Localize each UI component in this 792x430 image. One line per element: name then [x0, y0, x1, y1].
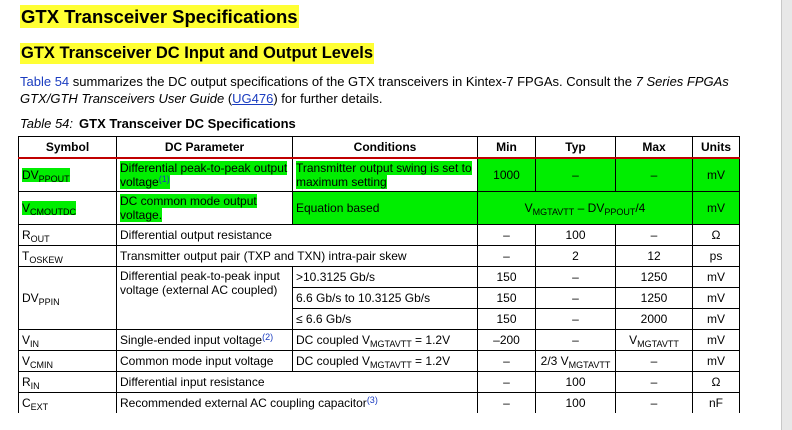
- table-row: [19, 225, 740, 246]
- typ-cell: 100: [536, 372, 616, 393]
- min-cell: –: [478, 372, 536, 393]
- max-cell: –: [616, 351, 693, 372]
- max-cell: 1250: [616, 267, 693, 288]
- caption-label: Table 54:: [20, 116, 74, 131]
- table-row: [19, 351, 740, 372]
- guide-title: 7 Series FPGAs GTX/GTH Transceivers User Guide: [20, 74, 729, 106]
- header-min: Min: [478, 137, 536, 159]
- param-cell: Common mode input voltage: [117, 351, 293, 372]
- header-max: Max: [616, 137, 693, 159]
- max-cell: 1250: [616, 288, 693, 309]
- max-cell: –: [616, 372, 693, 393]
- typ-cell: 2/3 $V_{MGTAVTT}$: [536, 351, 616, 372]
- param-cell: Differential peak-to-peak output voltage$^{(1)}$: [120, 161, 288, 189]
- units-cell: mV: [693, 330, 740, 351]
- max-cell: 2000: [616, 309, 693, 330]
- min-cell: –: [478, 225, 536, 246]
- page-title: GTX Transceiver Specifications: [21, 6, 298, 27]
- symbol-cell: $C_{EXT}$: [19, 393, 117, 414]
- param-cell: Differential peak-to-peak input voltage (external AC coupled): [117, 267, 293, 330]
- symbol-cell: $DV_{PPIN}$: [19, 267, 117, 330]
- min-cell: 150: [478, 309, 536, 330]
- spec-table: [18, 136, 740, 413]
- units-cell: Ω: [693, 225, 740, 246]
- intro-text-3: ) for further details.: [273, 91, 383, 106]
- table-row: [19, 192, 740, 225]
- table-row: [19, 267, 740, 288]
- symbol-cell: $V_{CMOUTDC}$: [22, 201, 77, 217]
- section-title: GTX Transceiver DC Input and Output Levels: [21, 44, 374, 62]
- table-54-link[interactable]: Table 54: [20, 74, 70, 89]
- condition-cell: Transmitter output swing is set to maximum setting: [296, 161, 472, 189]
- table-row: [19, 393, 740, 414]
- param-cell: Single-ended input voltage$^{(2)}$: [117, 330, 293, 351]
- header-conditions: Conditions: [293, 137, 478, 159]
- min-cell: 1000: [478, 158, 536, 192]
- units-cell: mV: [693, 192, 740, 225]
- symbol-cell: $R_{IN}$: [19, 372, 117, 393]
- equation-cell: $V_{MGTAVTT} - DV_{PPOUT}/4$: [478, 192, 693, 225]
- table-caption: [20, 116, 296, 132]
- footnote-2-link[interactable]: (2): [262, 332, 274, 342]
- intro-text-2: (: [224, 91, 233, 106]
- condition-cell: >10.3125 Gb/s: [293, 267, 478, 288]
- min-cell: –200: [478, 330, 536, 351]
- min-cell: 150: [478, 267, 536, 288]
- max-cell: –: [616, 225, 693, 246]
- caption-title: GTX Transceiver DC Specifications: [79, 116, 296, 131]
- units-cell: mV: [693, 267, 740, 288]
- min-cell: 150: [478, 288, 536, 309]
- symbol-cell: $V_{IN}$: [19, 330, 117, 351]
- condition-cell: DC coupled $V_{MGTAVTT} = 1.2V$: [293, 351, 478, 372]
- max-cell: –: [616, 393, 693, 414]
- typ-cell: 2: [536, 246, 616, 267]
- typ-cell: 100: [536, 225, 616, 246]
- table-header-row: [19, 137, 740, 159]
- scrollbar[interactable]: [781, 0, 792, 430]
- header-units: Units: [693, 137, 740, 159]
- param-cell: Differential output resistance: [117, 225, 478, 246]
- intro-paragraph: [20, 73, 780, 107]
- condition-cell: 6.6 Gb/s to 10.3125 Gb/s: [293, 288, 478, 309]
- footnote-3-link[interactable]: (3): [366, 395, 378, 405]
- condition-cell: Equation based: [293, 192, 478, 225]
- table-row: [19, 246, 740, 267]
- symbol-cell: $DV_{PPOUT}$: [22, 168, 70, 184]
- typ-cell: –: [536, 288, 616, 309]
- header-symbol: Symbol: [19, 137, 117, 159]
- max-cell: $V_{MGTAVTT}$: [616, 330, 693, 351]
- symbol-cell: $V_{CMIN}$: [19, 351, 117, 372]
- table-row: [19, 330, 740, 351]
- units-cell: mV: [693, 309, 740, 330]
- units-cell: mV: [693, 158, 740, 192]
- typ-cell: 100: [536, 393, 616, 414]
- min-cell: –: [478, 393, 536, 414]
- max-cell: 12: [616, 246, 693, 267]
- header-dc-parameter: DC Parameter: [117, 137, 293, 159]
- param-cell: Transmitter output pair (TXP and TXN) intra-pair skew: [117, 246, 478, 267]
- header-typ: Typ: [536, 137, 616, 159]
- units-cell: nF: [693, 393, 740, 414]
- typ-cell: –: [536, 267, 616, 288]
- typ-cell: –: [536, 330, 616, 351]
- units-cell: ps: [693, 246, 740, 267]
- condition-cell: ≤ 6.6 Gb/s: [293, 309, 478, 330]
- units-cell: Ω: [693, 372, 740, 393]
- ug476-link[interactable]: UG476: [232, 91, 274, 106]
- table-row: [19, 158, 740, 192]
- param-cell: Recommended external AC coupling capacitor$^{(3)}$: [117, 393, 478, 414]
- symbol-cell: $T_{OSKEW}$: [19, 246, 117, 267]
- typ-cell: –: [536, 309, 616, 330]
- footnote-1-link[interactable]: (1): [158, 174, 170, 184]
- symbol-cell: $R_{OUT}$: [19, 225, 117, 246]
- max-cell: –: [616, 158, 693, 192]
- param-cell: Differential input resistance: [117, 372, 478, 393]
- units-cell: mV: [693, 351, 740, 372]
- param-cell: DC common mode output voltage.: [120, 194, 257, 222]
- min-cell: –: [478, 246, 536, 267]
- condition-cell: DC coupled $V_{MGTAVTT} = 1.2V$: [293, 330, 478, 351]
- min-cell: –: [478, 351, 536, 372]
- intro-text-1: summarizes the DC output specifications of the GTX transceivers in Kintex-7 FPGAs. Consult the: [69, 74, 636, 89]
- table-row: [19, 372, 740, 393]
- units-cell: mV: [693, 288, 740, 309]
- typ-cell: –: [536, 158, 616, 192]
